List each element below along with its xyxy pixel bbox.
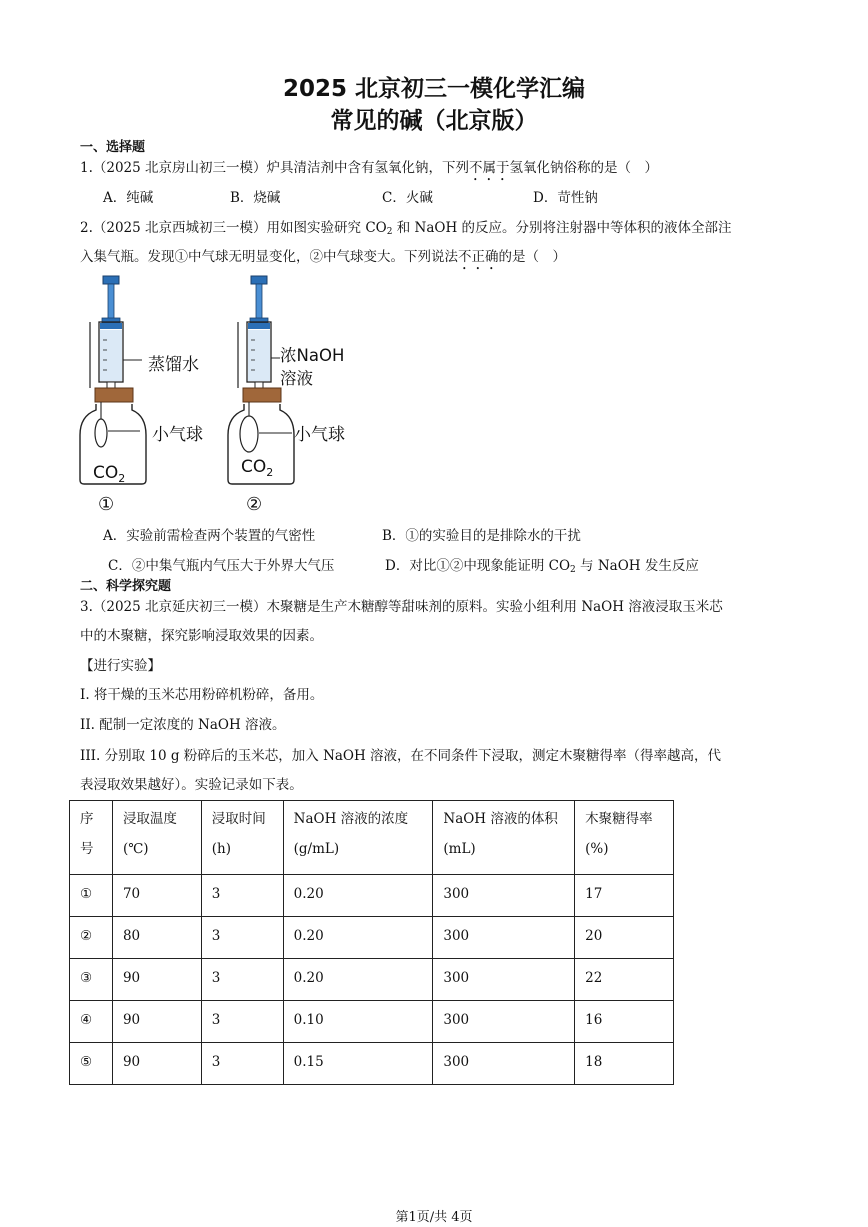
cell-yield: 20	[575, 917, 674, 959]
cell-volume: 300	[433, 1001, 575, 1043]
header-index: 序 号	[70, 801, 113, 875]
step-3-line1: III. 分别取 10 g 粉碎后的玉米芯，加入 NaOH 溶液，在不同条件下浸取，测定木聚糖得率（得率越高，代	[80, 748, 722, 764]
cell-time: 3	[201, 1043, 283, 1085]
q2-option-c: C．②中集气瓶内气压大于外界大气压	[108, 558, 335, 574]
header-concentration: NaOH 溶液的浓度 (g/mL)	[283, 801, 433, 875]
stopper-2	[243, 388, 281, 402]
syringe-liquid-2	[248, 330, 270, 381]
q2-line1-sub: 2	[386, 227, 393, 237]
q2-emphasis: 不正确	[458, 249, 499, 265]
q1-option-a: A．纯碱	[103, 190, 154, 206]
page-subtitle: 常见的碱（北京版）	[330, 108, 538, 134]
label-gas-1: $CO_2$	[93, 463, 126, 485]
cell-temperature: 90	[112, 959, 201, 1001]
page-footer: 第1页/共 4页	[395, 1210, 473, 1225]
cell-temperature: 70	[112, 875, 201, 917]
q2-option-a: A．实验前需检查两个装置的气密性	[103, 528, 316, 544]
apparatus-2	[228, 276, 345, 515]
cell-volume: 300	[433, 959, 575, 1001]
table-row	[70, 959, 674, 1001]
balloon-1	[95, 419, 107, 447]
q2-option-d-b: 与 NaOH 发生反应	[575, 558, 699, 574]
cell-concentration: 0.20	[283, 875, 433, 917]
question-3-line2: 中的木聚糖，探究影响浸取效果的因素。	[80, 628, 323, 644]
q1-prefix: 1.（2025 北京房山初三一模）炉具清洁剂中含有氢氧化钠，下列	[80, 160, 470, 176]
cell-index: ④	[70, 1001, 113, 1043]
balloon-2	[240, 416, 258, 452]
question-2-stem-line2	[80, 245, 566, 273]
experiment-heading: 【进行实验】	[80, 658, 161, 674]
plunger-rod-2	[256, 284, 262, 320]
label-gas-2: $CO_2$	[241, 457, 274, 479]
table-row	[70, 1043, 674, 1085]
syringe-piston-2	[248, 323, 270, 329]
cell-index: ①	[70, 875, 113, 917]
question-3-line1: 3.（2025 北京延庆初三一模）木聚糖是生产木糖醇等甜味剂的原料。实验小组利用 NaOH 溶液浸取玉米芯	[80, 599, 723, 615]
q1-suffix: 氢氧化钠俗称的是（ ）	[509, 160, 659, 176]
section-heading-choice: 一、选择题	[80, 140, 146, 155]
experiment-table-body	[70, 801, 674, 1085]
q1-option-b: B．烧碱	[230, 190, 281, 206]
page-title: 2025 北京初三一模化学汇编	[282, 76, 586, 102]
cell-temperature: 80	[112, 917, 201, 959]
cell-concentration: 0.15	[283, 1043, 433, 1085]
step-1: I. 将干燥的玉米芯用粉碎机粉碎，备用。	[80, 687, 324, 703]
q2-option-d-a: D．对比①②中现象能证明 CO	[385, 558, 571, 574]
cell-concentration: 0.20	[283, 959, 433, 1001]
cell-volume: 300	[433, 1043, 575, 1085]
plunger-cap-1	[103, 276, 119, 284]
step-2: II. 配制一定浓度的 NaOH 溶液。	[80, 717, 286, 733]
q2-line2-suffix: 的是（ ）	[498, 249, 566, 265]
q1-option-c: C．火碱	[382, 190, 433, 206]
section-heading-inquiry: 二、科学探究题	[80, 579, 172, 594]
q2-line1-b: 和 NaOH 的反应。分别将注射器中等体积的液体全部注	[392, 220, 732, 236]
header-temperature: 浸取温度 (℃)	[112, 801, 201, 875]
cell-yield: 22	[575, 959, 674, 1001]
label-balloon-1: 小气球	[152, 425, 203, 445]
cell-volume: 300	[433, 917, 575, 959]
syringe-liquid-1	[100, 330, 122, 381]
q1-option-d: D．苛性钠	[533, 190, 598, 206]
q2-option-b: B．①的实验目的是排除水的干扰	[382, 528, 581, 544]
syringe-piston-1	[100, 323, 122, 329]
question-1-stem	[80, 156, 658, 184]
label-naoh-line1: 浓NaOH	[280, 346, 345, 365]
label-naoh-line2: 溶液	[280, 369, 313, 388]
plunger-cap-2	[251, 276, 267, 284]
table-row	[70, 1001, 674, 1043]
question-2-stem-line1	[80, 216, 732, 237]
experiment-figure	[70, 270, 370, 520]
label-apparatus-1: ①	[98, 494, 115, 515]
label-distilled-water: 蒸馏水	[148, 355, 199, 375]
q2-option-d-sub: 2	[570, 565, 576, 575]
cell-concentration: 0.20	[283, 917, 433, 959]
cell-time: 3	[201, 1001, 283, 1043]
header-volume: NaOH 溶液的体积 (mL)	[433, 801, 575, 875]
cell-yield: 17	[575, 875, 674, 917]
table-row	[70, 875, 674, 917]
cell-index: ⑤	[70, 1043, 113, 1085]
cell-temperature: 90	[112, 1001, 201, 1043]
cell-temperature: 90	[112, 1043, 201, 1085]
cell-time: 3	[201, 917, 283, 959]
cell-index: ③	[70, 959, 113, 1001]
label-balloon-2: 小气球	[294, 425, 345, 445]
experiment-table	[69, 800, 674, 1085]
header-time: 浸取时间 (h)	[201, 801, 283, 875]
table-header-row	[70, 801, 674, 875]
table-row	[70, 917, 674, 959]
cell-time: 3	[201, 959, 283, 1001]
plunger-rod-1	[108, 284, 114, 320]
cell-time: 3	[201, 875, 283, 917]
cell-yield: 18	[575, 1043, 674, 1085]
cell-yield: 16	[575, 1001, 674, 1043]
header-yield: 木聚糖得率 (%)	[575, 801, 674, 875]
label-apparatus-2: ②	[246, 494, 263, 515]
q2-line2-prefix: 入集气瓶。发现①中气球无明显变化，②中气球变大。下列说法	[80, 249, 458, 265]
cell-volume: 300	[433, 875, 575, 917]
q1-emphasis: 不属于	[469, 160, 510, 176]
cell-index: ②	[70, 917, 113, 959]
q2-option-d	[385, 554, 699, 575]
apparatus-1	[80, 276, 203, 515]
cell-concentration: 0.10	[283, 1001, 433, 1043]
stopper-1	[95, 388, 133, 402]
q2-line1-a: 2.（2025 北京西城初三一模）用如图实验研究 CO	[80, 220, 387, 236]
step-3-line2: 表浸取效果越好）。实验记录如下表。	[80, 777, 303, 793]
